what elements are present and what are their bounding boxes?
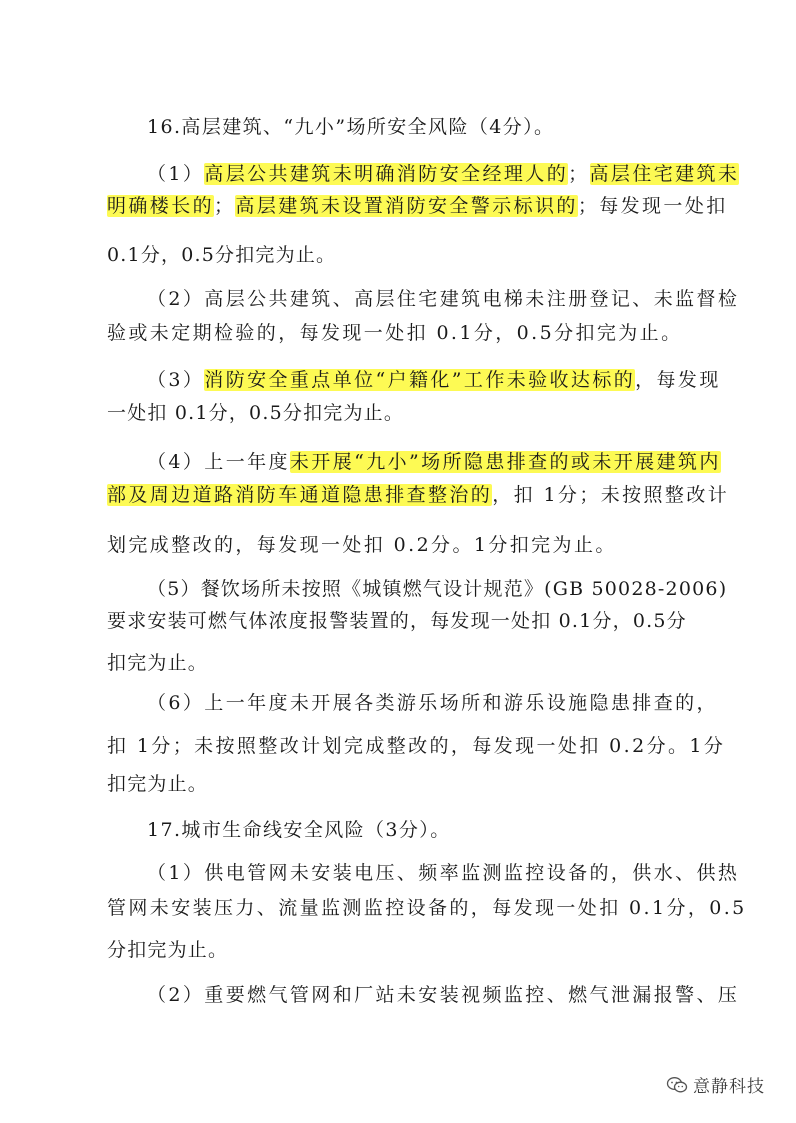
text-line [107,576,728,602]
text-segment: 扣完为止。 [107,652,209,674]
text-segment: 验或未定期检验的，每发现一处扣 0.1分，0.5分扣完为止。 [107,322,683,344]
highlighted-text: 消防安全重点单位“户籍化”工作未验收达标的 [204,369,636,391]
text-segment: （1）供电管网未安装电压、频率监测监控设备的，供水、供热 [147,862,740,884]
text-segment: （2）高层公共建筑、高层住宅建筑电梯未注册登记、未监督检 [147,288,740,310]
text-segment: 扣 1分；未按照整改计划完成整改的，每发现一处扣 0.2分。1分 [107,735,726,757]
text-segment: ，每发现 [635,369,721,391]
highlighted-text: 部及周边道路消防车通道隐患排查整治的 [107,484,493,506]
text-segment: （3） [147,369,205,391]
text-line [107,733,726,759]
text-line [107,895,747,921]
text-segment: 扣完为止。 [107,773,209,795]
text-line [107,608,709,634]
text-segment: 16.高层建筑、“九小”场所安全风险（4分）。 [147,116,555,138]
text-segment: （1） [147,163,205,185]
text-line [107,650,709,676]
text-line [107,242,709,268]
text-line [107,193,728,219]
text-line [107,286,740,312]
highlighted-text: 高层建筑未设置消防安全警示标识的 [235,195,578,217]
text-segment: 一处扣 0.1分，0.5分扣完为止。 [107,402,405,424]
text-line [107,982,740,1008]
text-line [107,771,709,797]
text-line [107,367,721,393]
watermark-text: 意静科技 [693,1077,765,1097]
text-segment: （5）餐饮场所未按照《城镇燃气设计规范》(GB 50028-2006) [147,578,728,600]
text-segment: （4）上一年度 [147,451,290,473]
text-segment: （6）上一年度未开展各类游乐场所和游乐设施隐患排查的， [147,692,718,714]
text-segment: ；每发现一处扣 [577,195,728,217]
text-line [107,400,709,426]
highlighted-text: 高层公共建筑未明确消防安全经理人的 [204,163,569,185]
text-line [107,482,730,508]
highlighted-text: 未开展“九小”场所隐患排查的或未开展建筑内 [289,451,721,473]
highlighted-text: 高层住宅建筑未 [589,163,740,185]
text-line [107,114,709,140]
text-line [107,860,740,886]
text-line [107,320,709,346]
text-segment: ，扣 1分；未按照整改计 [492,484,730,506]
text-segment: 分扣完为止。 [107,939,229,961]
text-line [107,161,740,187]
text-line [107,449,721,475]
text-line [107,532,709,558]
text-segment: 17.城市生命线安全风险（3分）。 [147,819,451,841]
text-segment: （2）重要燃气管网和厂站未安装视频监控、燃气泄漏报警、压 [147,984,740,1006]
text-segment: 划完成整改的，每发现一处扣 0.2分。1分扣完为止。 [107,534,617,556]
text-segment: 0.1分，0.5分扣完为止。 [107,244,337,266]
watermark [666,1072,765,1097]
text-segment: 管网未安装压力、流量监测监控设备的，每发现一处扣 0.1分，0.5 [107,897,747,919]
wechat-icon [666,1076,688,1094]
text-segment: ； [214,195,236,217]
highlighted-text: 明确楼长的 [107,195,215,217]
text-line [107,817,709,843]
text-line [107,690,718,716]
text-segment: ； [568,163,590,185]
text-segment: 要求安装可燃气体浓度报警装置的，每发现一处扣 0.1分，0.5分 [107,610,687,632]
text-line [107,937,709,963]
